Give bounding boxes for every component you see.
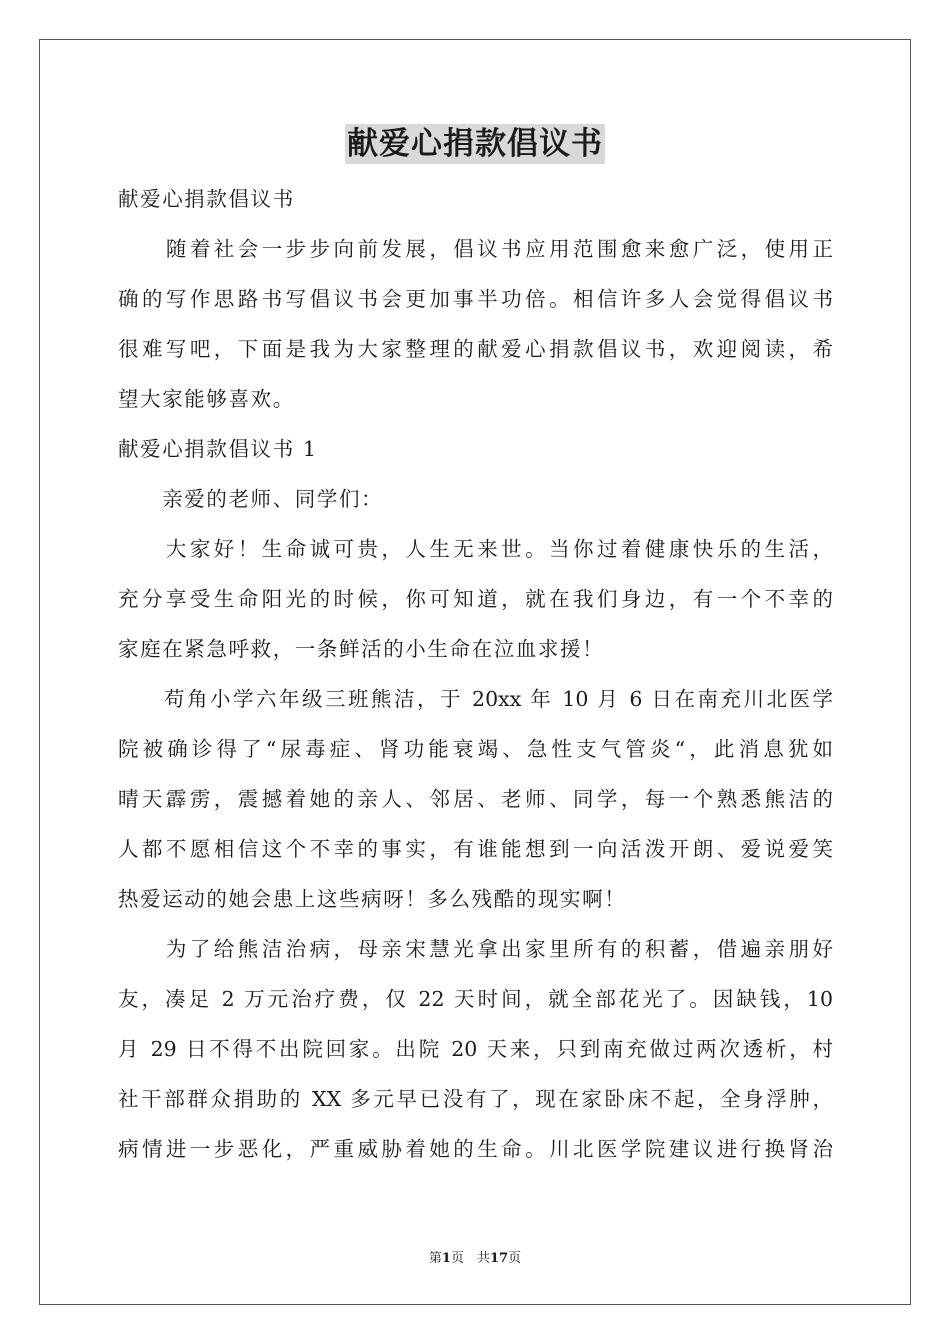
footer-middle: 页 共 [450, 1251, 490, 1266]
page-footer [0, 1247, 950, 1266]
text-line: 很难写吧，下面是我为大家整理的献爱心捐款倡议书，欢迎阅读，希 [118, 337, 833, 361]
footer-page-number: 1 [441, 1251, 451, 1266]
text-line: 献爱心捐款倡议书 [118, 187, 295, 211]
text-line: 热爱运动的她会患上这些病呀！多么残酷的现实啊！ [118, 887, 627, 911]
text-line: 月 29 日不得不出院回家。出院 20 天来，只到南充做过两次透析，村 [118, 1037, 833, 1061]
text-line: 院被确诊得了“尿毒症、肾功能衰竭、急性支气管炎“，此消息犹如 [118, 737, 833, 761]
text-line: 苟角小学六年级三班熊洁，于 20xx 年 10 月 6 日在南充川北医学 [118, 687, 833, 711]
title-container [0, 124, 950, 164]
text-line: 充分享受生命阳光的时候，你可知道，就在我们身边，有一个不幸的 [118, 587, 833, 611]
text-line: 献爱心捐款倡议书 1 [118, 437, 318, 461]
document-title: 献爱心捐款倡议书 [347, 126, 603, 162]
text-line: 家庭在紧急呼救，一条鲜活的小生命在泣血求援！ [118, 637, 605, 661]
text-line: 随着社会一步步向前发展，倡议书应用范围愈来愈广泛，使用正 [118, 237, 833, 261]
text-line: 病情进一步恶化，严重威胁着她的生命。川北医学院建议进行换肾治 [118, 1137, 833, 1161]
text-line: 人都不愿相信这个不幸的事实，有谁能想到一向活泼开朗、爱说爱笑 [118, 837, 833, 861]
text-line: 晴天霹雳，震撼着她的亲人、邻居、老师、同学，每一个熟悉熊洁的 [118, 787, 833, 811]
text-line: 为了给熊洁治病，母亲宋慧光拿出家里所有的积蓄，借遍亲朋好 [118, 937, 833, 961]
text-line: 确的写作思路书写倡议书会更加事半功倍。相信许多人会觉得倡议书 [118, 287, 833, 311]
footer-prefix: 第 [428, 1251, 442, 1266]
footer-total-pages: 17 [489, 1251, 509, 1266]
text-line: 友，凑足 2 万元治疗费，仅 22 天时间，就全部花光了。因缺钱，10 [118, 987, 833, 1011]
document-body [118, 180, 833, 1180]
text-line: 亲爱的老师、同学们： [118, 487, 384, 511]
text-line: 大家好！生命诚可贵，人生无来世。当你过着健康快乐的生活， [118, 537, 833, 561]
text-line: 社干部群众捐助的 XX 多元早已没有了，现在家卧床不起，全身浮肿， [118, 1087, 833, 1111]
footer-suffix: 页 [508, 1251, 522, 1266]
text-line: 望大家能够喜欢。 [118, 387, 295, 411]
